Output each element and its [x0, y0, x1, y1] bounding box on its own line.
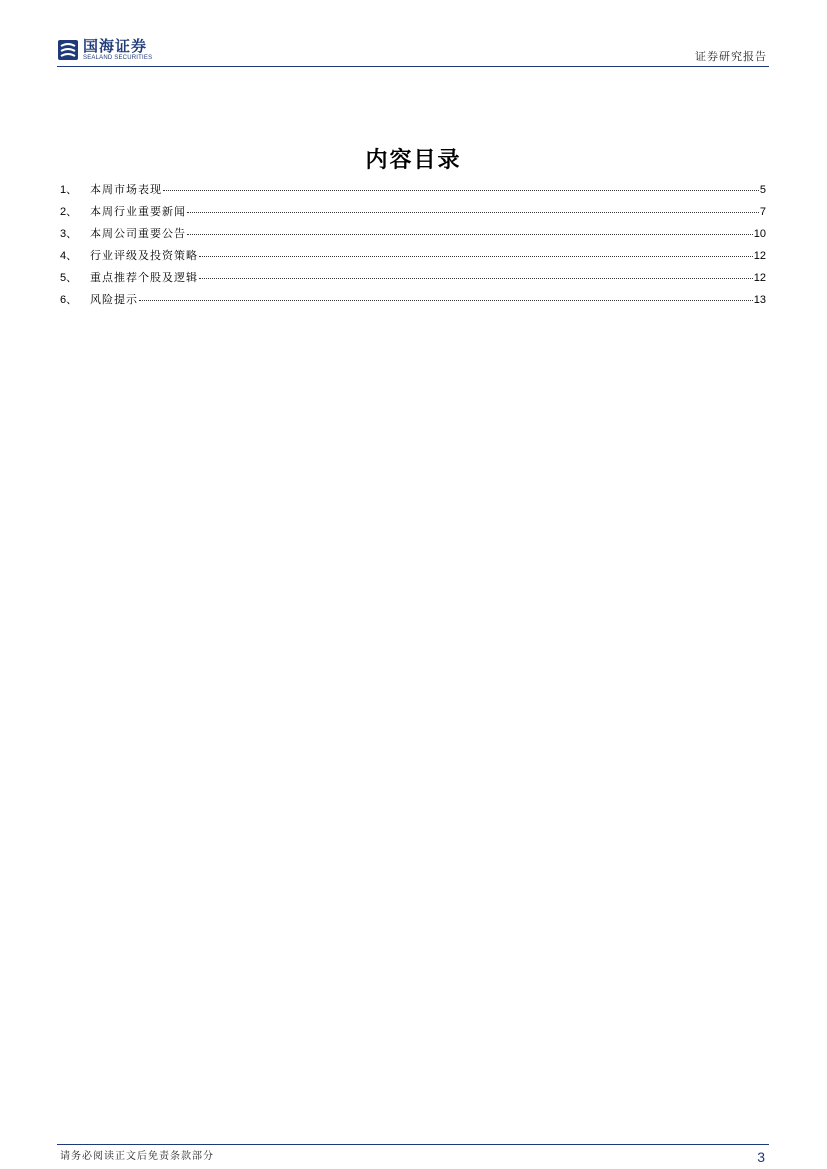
- footer-disclaimer: 请务必阅读正文后免责条款部分: [60, 1151, 214, 1162]
- toc-entry[interactable]: [60, 225, 766, 247]
- toc-dot-leader: [139, 300, 753, 301]
- logo-name-cn: 国海证券: [83, 37, 148, 55]
- toc-entry-label: 风险提示: [90, 293, 138, 306]
- toc-entry-label: 本周行业重要新闻: [90, 205, 186, 218]
- toc-dot-leader: [187, 212, 759, 213]
- toc-entry[interactable]: [60, 247, 766, 269]
- table-of-contents: [60, 181, 766, 313]
- toc-dot-leader: [187, 234, 753, 235]
- toc-dot-leader: [199, 278, 753, 279]
- toc-entry-page: 12: [753, 250, 766, 262]
- toc-entry-number: 1、: [60, 184, 78, 196]
- toc-entry[interactable]: [60, 269, 766, 291]
- toc-entry-label: 本周公司重要公告: [90, 227, 186, 240]
- toc-entry-page: 12: [753, 272, 766, 284]
- toc-entry[interactable]: [60, 181, 766, 203]
- footer-divider: [57, 1144, 769, 1145]
- toc-entry-page: 7: [759, 206, 766, 218]
- toc-entry-number: 4、: [60, 250, 78, 262]
- toc-entry-number: 2、: [60, 206, 78, 218]
- report-type-label: 证券研究报告: [695, 50, 767, 63]
- toc-entry[interactable]: [60, 203, 766, 225]
- page-number: 3: [757, 1149, 765, 1165]
- toc-entry[interactable]: [60, 291, 766, 313]
- toc-entry-page: 10: [753, 228, 766, 240]
- toc-dot-leader: [163, 190, 759, 191]
- sealand-logo-icon: [57, 39, 79, 61]
- toc-entry-number: 6、: [60, 294, 78, 306]
- toc-entry-label: 行业评级及投资策略: [90, 249, 198, 262]
- company-logo: [57, 36, 152, 64]
- logo-name-en: SEALAND SECURITIES: [83, 55, 153, 61]
- toc-entry-label: 重点推荐个股及逻辑: [90, 271, 198, 284]
- toc-title: 内容目录: [365, 148, 462, 173]
- page-header: [57, 36, 769, 67]
- toc-dot-leader: [199, 256, 753, 257]
- toc-entry-label: 本周市场表现: [90, 183, 162, 196]
- toc-entry-page: 13: [753, 294, 766, 306]
- toc-entry-number: 5、: [60, 272, 78, 284]
- toc-entry-page: 5: [759, 184, 766, 196]
- toc-entry-number: 3、: [60, 228, 78, 240]
